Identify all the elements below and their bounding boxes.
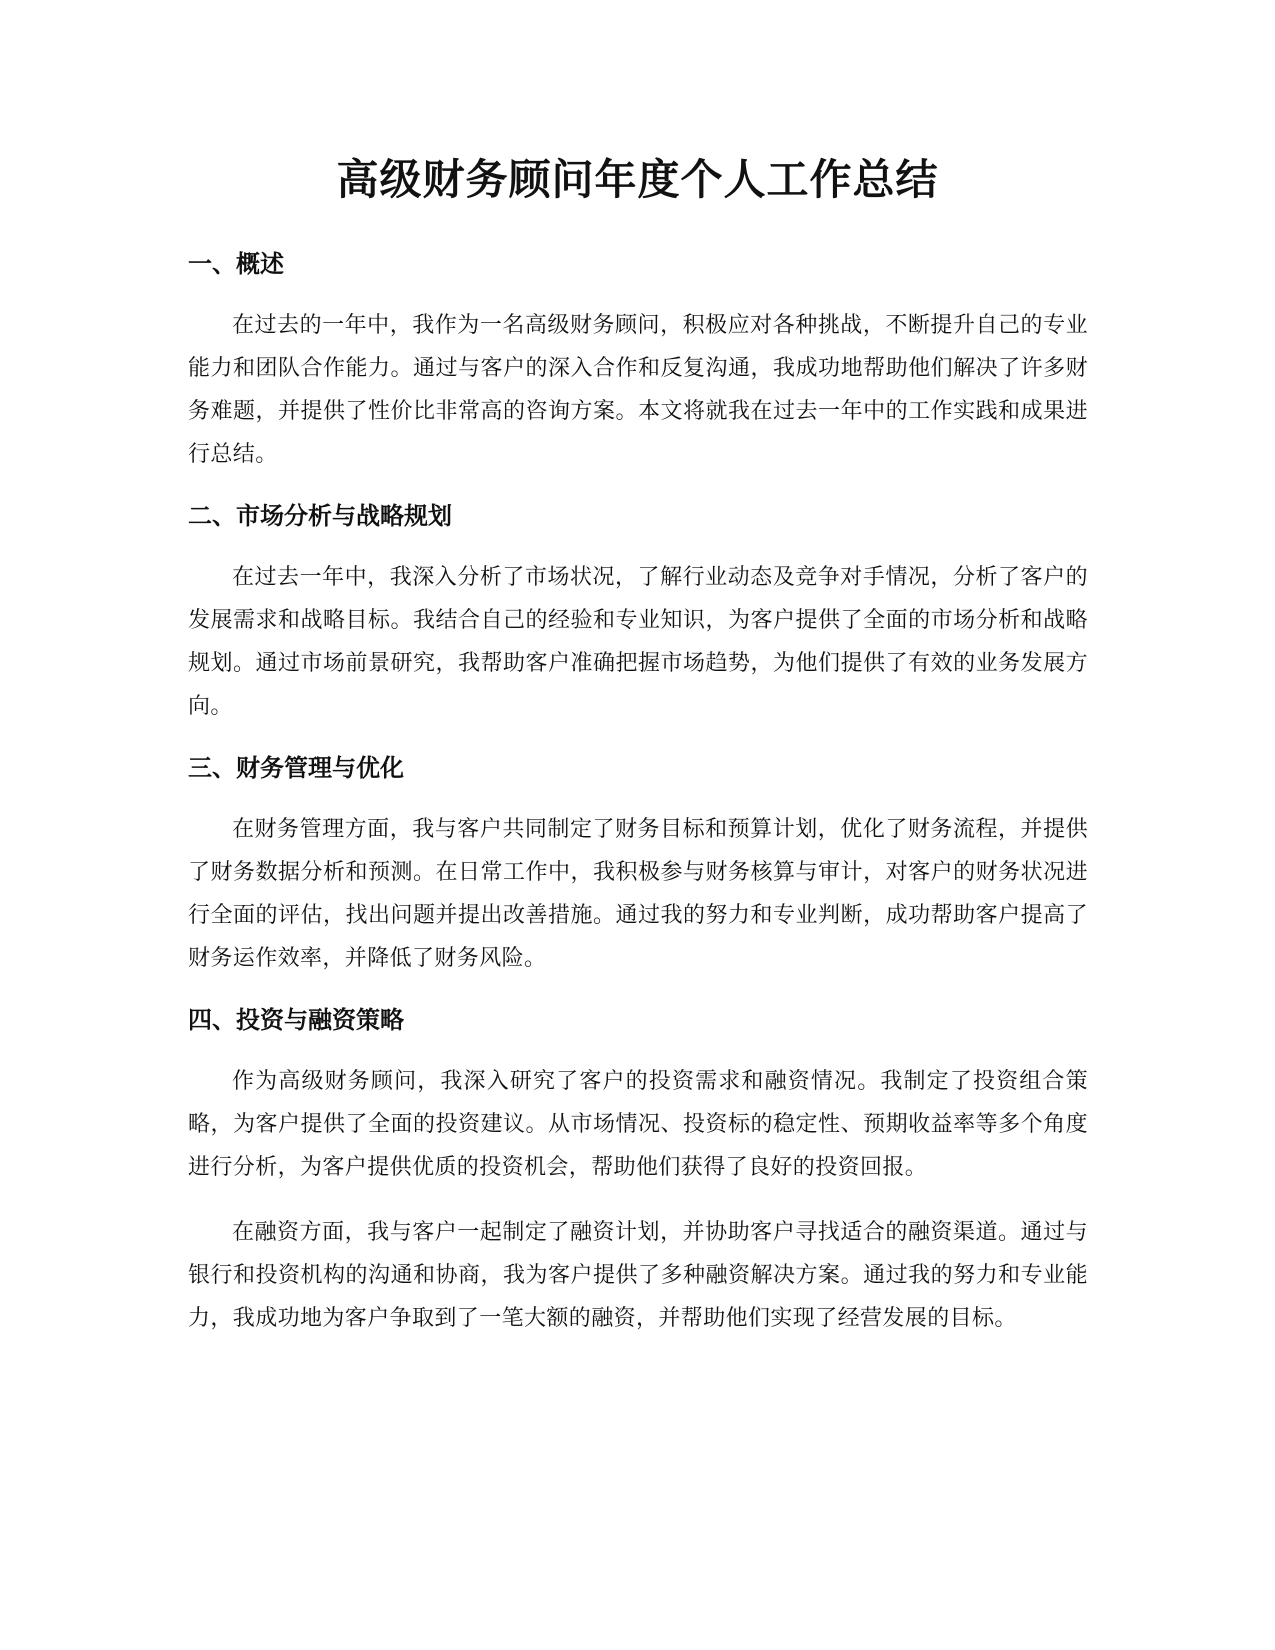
section-financial-management <box>188 750 1088 980</box>
paragraph: 在过去一年中，我深入分析了市场状况，了解行业动态及竞争对手情况，分析了客户的发展需求和战略目标。我结合自己的经验和专业知识，为客户提供了全面的市场分析和战略规划。通过市场前景研究，我帮助客户准确把握市场趋势，为他们提供了有效的业务发展方向。 <box>188 565 1088 719</box>
section-heading: 三、财务管理与优化 <box>188 754 404 782</box>
document-body <box>188 246 1088 1362</box>
section-heading: 一、概述 <box>188 250 284 278</box>
paragraph: 在财务管理方面，我与客户共同制定了财务目标和预算计划，优化了财务流程，并提供了财务数据分析和预测。在日常工作中，我积极参与财务核算与审计，对客户的财务状况进行全面的评估，找出问题并提出改善措施。通过我的努力和专业判断，成功帮助客户提高了财务运作效率，并降低了财务风险。 <box>188 817 1088 971</box>
section-heading: 四、投资与融资策略 <box>188 1006 404 1034</box>
section-heading: 二、市场分析与战略规划 <box>188 502 452 530</box>
section-market-analysis <box>188 498 1088 728</box>
paragraph: 在过去的一年中，我作为一名高级财务顾问，积极应对各种挑战，不断提升自己的专业能力和团队合作能力。通过与客户的深入合作和反复沟通，我成功地帮助他们解决了许多财务难题，并提供了性价比非常高的咨询方案。本文将就我在过去一年中的工作实践和成果进行总结。 <box>188 313 1088 467</box>
section-investment-financing <box>188 1002 1088 1340</box>
section-overview <box>188 246 1088 476</box>
paragraph: 在融资方面，我与客户一起制定了融资计划，并协助客户寻找适合的融资渠道。通过与银行和投资机构的沟通和协商，我为客户提供了多种融资解决方案。通过我的努力和专业能力，我成功地为客户争取到了一笔大额的融资，并帮助他们实现了经营发展的目标。 <box>188 1220 1088 1331</box>
paragraph: 作为高级财务顾问，我深入研究了客户的投资需求和融资情况。我制定了投资组合策略，为客户提供了全面的投资建议。从市场情况、投资标的稳定性、预期收益率等多个角度进行分析，为客户提供优质的投资机会，帮助他们获得了良好的投资回报。 <box>188 1069 1088 1180</box>
document-title: 高级财务顾问年度个人工作总结 <box>336 155 939 204</box>
